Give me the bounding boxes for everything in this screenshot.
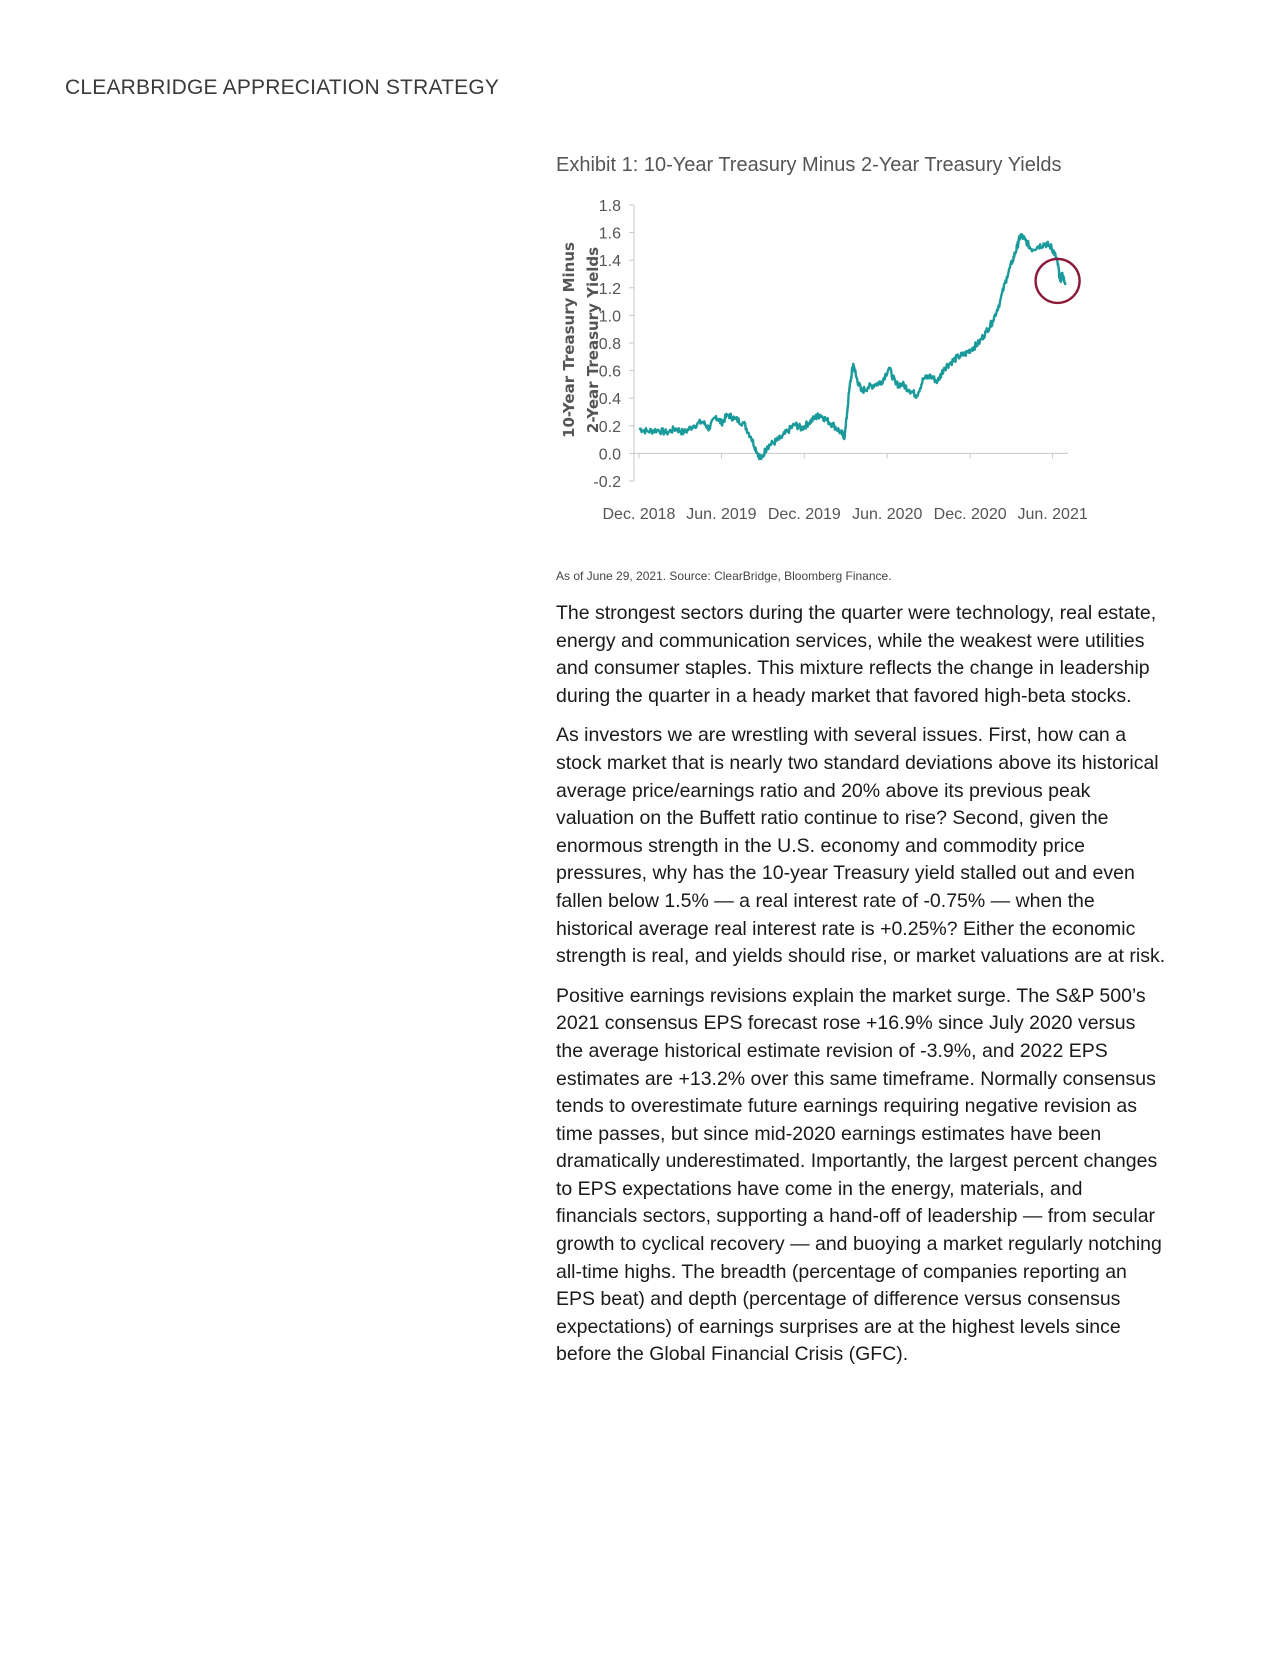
x-tick-label: Dec. 2020 [933, 506, 1007, 523]
y-tick-label: 0.4 [598, 391, 621, 409]
y-axis-label-line2: 2-Year Treasury Yields [584, 246, 602, 434]
yield-spread-chart [556, 195, 1176, 550]
exhibit-source: As of June 29, 2021. Source: ClearBridge, Bloomberg Finance. [556, 569, 892, 583]
y-tick-label: 0.8 [598, 336, 621, 353]
x-tick-label: Jun. 2020 [852, 506, 923, 523]
x-tick-label: Dec. 2019 [767, 506, 841, 523]
exhibit-title: Exhibit 1: 10-Year Treasury Minus 2-Year Treasury Yields [556, 154, 1062, 176]
y-tick-label: 1.0 [598, 308, 621, 326]
series-line [639, 234, 1065, 459]
y-tick-label: 0.2 [598, 418, 621, 436]
y-tick-label: -0.2 [593, 474, 621, 491]
x-tick-label: Jun. 2021 [1017, 506, 1088, 523]
y-tick-label: 0.6 [598, 363, 621, 381]
y-axis-label [560, 242, 602, 438]
x-tick-label: Dec. 2018 [602, 506, 676, 523]
y-tick-label: 0.0 [598, 446, 621, 464]
y-axis-label-line1: 10-Year Treasury Minus [560, 242, 578, 438]
y-tick-label: 1.4 [598, 253, 621, 271]
paragraph: The strongest sectors during the quarter were technology, real estate, energy and communication services, while the weakest were utilities and consumer staples. This mixture reflects the change in leadership during the quarter in a heady market that favored high-beta stocks. [556, 602, 1157, 707]
y-tick-label: 1.6 [598, 225, 621, 243]
paragraph: Positive earnings revisions explain the market surge. The S&P 500’s 2021 consensus EPS forecast rose +16.9% since July 2020 versus the average historical estimate revision of -3.9%, and 2022 EPS estimates are +13.2% over this same timeframe. Normally consensus tends to overestimate future earnings requiring negative revision as time passes, but since mid-2020 earnings estimates have been dramatically underestimated. Importantly, the largest percent changes to EPS expectations have come in the energy, materials, and financials sectors, supporting a hand-off of leadership — from secular growth to cyclical recovery — and buoying a market regularly notching all-time highs. The breadth (percentage of companies reporting an EPS beat) and depth (percentage of difference versus consensus expectations) of earnings surprises are at the highest levels since before the Global Financial Crisis (GFC). [556, 984, 1162, 1366]
paragraph: As investors we are wrestling with several issues. First, how can a stock market that is nearly two standard deviations above its historical average price/earnings ratio and 20% above its previous peak valuation on the Buffett ratio continue to rise? Second, given the enormous strength in the U.S. economy and commodity price pressures, why has the 10-year Treasury yield stalled out and even fallen below 1.5% — a real interest rate of -0.75% — when the historical average real interest rate is +0.25%? Either the economic strength is real, and yields should rise, or market valuations are at risk. [556, 724, 1166, 968]
y-tick-label: 1.8 [598, 198, 621, 215]
document-header: CLEARBRIDGE APPRECIATION STRATEGY [65, 76, 500, 99]
body-text [556, 600, 1166, 1381]
x-tick-label: Jun. 2019 [686, 506, 757, 523]
y-tick-label: 1.2 [598, 280, 621, 298]
